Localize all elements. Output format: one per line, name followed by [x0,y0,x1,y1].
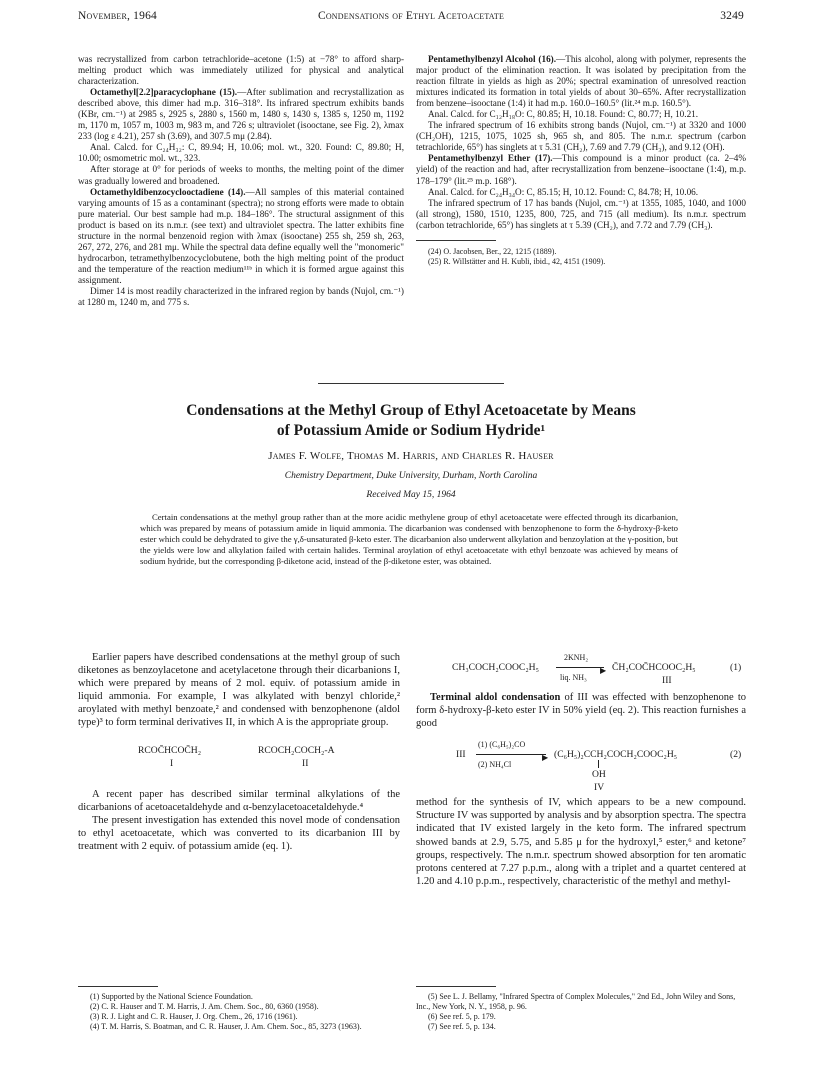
analysis-paragraph: Anal. Calcd. for C₂₄H₃₂: C, 89.94; H, 10.06; mol. wt., 320. Found: C, 89.80; H, 10.00; osmometric mol. wt., 323. [78,142,404,164]
page-number: 3249 [720,10,744,22]
paragraph: Earlier papers have described condensations at the methyl group of such diketones as benzoylacetone and acetylacetone through their dicarbanions I, which were prepared by means of 2 mol. equiv. of potassium amide in liquid ammonia. For example, I was alkylated with benzyl chloride,² aroylated with methyl benzoate,² and condensed with benzophenone (aldol type)³ to form terminal derivatives II, in which A is the appropriate group. [78,652,400,729]
paragraph [78,87,404,142]
footnote: (7) See ref. 5, p. 134. [428,1022,496,1031]
section-heading: Octamethyldibenzocyclooctadiene (14). [90,186,246,197]
eq1-number: (1) [730,662,742,673]
footnotes-left [78,992,400,1032]
body-left-column [78,651,400,853]
footnote-rule [78,986,158,987]
paragraph-text: —After sublimation and recrystallization as described above, this dimer had m.p. 316–318°. Its infrared spectrum exhibits bands (KBr, cm.⁻¹) at 2985 s, 2925 s, 2880 s, 1560 m, 1480 s, 1430 s, 1385 s, 1250 m, 1192 m, 1170 m, 1057 m, 1003 m, 983 m, and 726 s; ultraviolet (isooctane, see Fig. 2), λmax 233 (log ε 4.21), 257 sh (3.69), and 307.5 mμ (2.84). [78,87,404,142]
structure-I-label: I [170,757,174,769]
title-line: Condensations at the Methyl Group of Ethyl Acetoacetate by Means [186,402,636,419]
received-date: Received May 15, 1964 [366,490,456,500]
eq1-reagent: 2KNH₂ [564,653,589,662]
eq1-product: C̄H₂COC̄HCOOC₂H₅ [612,662,696,673]
eq2-arrow [476,754,546,755]
abstract [140,512,678,567]
section-heading: Pentamethylbenzyl Alcohol (16). [428,54,557,64]
footnote: (2) C. R. Hauser and T. M. Harris, J. Am. Chem. Soc., 80, 6360 (1958). [90,1002,319,1011]
arrow-head-icon: ▶ [600,666,607,675]
body-right-column [416,651,746,888]
eq2-reactant: III [456,749,466,761]
structures-I-II [78,730,400,788]
section-heading: Terminal aldol condensation [430,692,561,703]
prev-article-left-column [78,54,404,308]
paragraph [78,187,404,286]
paragraph: The infrared spectrum of 17 has bands (Nujol, cm.⁻¹) at 1355, 1085, 1040, and 1000 (all strong), 1580, 1510, 1235, 800, 725, and 715 (all medium). Its n.m.r. spectrum (carbon tetrachloride, 65°) has singlets at τ 5.39 (CH₂), and 7.72 and 7.79 (CH₃). [416,197,746,230]
arrow-head-icon: ▶ [542,753,549,763]
footnote: (6) See ref. 5, p. 179. [428,1012,496,1021]
section-heading: Pentamethylbenzyl Ether (17). [428,153,553,164]
analysis-paragraph: Anal. Calcd. for C₂₄H₃₄O: C, 85.15; H, 10.12. Found: C, 84.78; H, 10.06. [428,186,699,197]
equation-1 [416,651,746,691]
footnote: (1) Supported by the National Science Foundation. [90,992,253,1001]
structure-II-label: II [302,757,309,769]
equation-2 [416,730,746,796]
eq2-number: (2) [730,749,742,761]
header-date: November, 1964 [78,10,157,22]
paragraph: A recent paper has described similar terminal alkylations of the dicarbanions of acetoacetaldehyde and α-benzylacetoacetaldehyde.⁴ [78,788,400,813]
paragraph-text: —All samples of this material contained varying amounts of 15 as a contaminant (spectra); no strong efforts were made to obtain pure material. Our best sample had m.p. 184–186°. The structural assignment of this product is based on its n.m.r. (see text) and ultraviolet spectra. The latter exhibits fine structure in the normal benzenoid region with λmax (isooctane) 255 sh, 259 sh, 263, 267, 272, 276, and 281 mμ. While the spectral data define equally well the "monomeric" hydrocarbon, tetramethylbenzocyclobutene, both the high melting point of the product and the temperature of the reaction medium¹¹ᵇ in which it is formed argue against this assignment. [78,186,404,285]
running-header [78,10,744,24]
paragraph: Dimer 14 is most readily characterized in the infrared region by bands (Nujol, cm.⁻¹) at 1280 m, 1240 m, and 775 s. [78,285,404,308]
eq2-reagent-2: (2) NH₄Cl [478,760,512,770]
eq1-arrow [556,667,604,668]
section-heading: Octamethyl[2.2]paracyclophane (15). [90,87,238,98]
eq1-product-label: III [662,675,672,686]
article-separator [318,383,504,384]
affiliation: Chemistry Department, Duke University, Durham, North Carolina [284,471,538,481]
prev-article-right-column [416,54,746,267]
paragraph: After storage at 0° for periods of weeks to months, the melting point of the dimer was gradually lowered and broadened. [78,164,404,186]
footnote-rule [416,240,496,241]
eq2-reagent-1: (1) (C₆H₅)₂CO [478,740,526,750]
footnote: (3) R. J. Light and C. R. Hauser, J. Org. Chem., 26, 1716 (1961). [90,1012,298,1021]
structure-I: RCOC̄HCOC̄H₂ [138,744,202,756]
authors: James F. Wolfe, Thomas M. Harris, and Charles R. Hauser [268,450,554,462]
paragraph-text: —This alcohol, along with polymer, represents the major product of the elimination reaction. It was isolated by precipitation from the reaction filtrate in yields as high as 20%; spectral examination of unresolved reaction mixtures indicated its formation in total yields of about 30–65%. After recrystallization from benzene–isooctane (1:4) it had m.p. 160.0–160.5° (lit.²⁴ m.p. 160.5°). [416,54,747,109]
paragraph-text: —This compound is a minor product (ca. 2–4% yield) of the reaction and had, after recrystallization from benzene–isooctane (1:4), m.p. 178–179° (lit.²⁵ m.p. 168°). [416,153,746,186]
header-title: Condensations of Ethyl Acetoacetate [317,10,505,22]
paragraph: method for the synthesis of IV, which appears to be a new compound. Structure IV was supported by analysis and by absorption spectra. The spectra indicated that IV existed largely in the keto form. The infrared spectrum showed bands at 2.9, 5.75, and 5.85 μ for the hydroxyl,⁵ ester,⁶ and ketone⁷ groups, respectively. The n.m.r. spectrum showed absorption for ten aromatic protons centered at 7.27 p.p.m., along with a triplet and a quartet centered at 1.20 and 4.10 p.p.m., respectively, characteristic of the methyl and methyl- [416,797,746,887]
footnote: (24) O. Jacobsen, Ber., 22, 1215 (1889). [428,246,557,256]
eq2-product: (C₆H₅)₂CCH₂COCH₂COOC₂H₅ [554,749,678,761]
paragraph: was recrystallized from carbon tetrachloride–acetone (1:5) at −78° to afford sharp-melting product which was immediately utilized for physical and analytical characterization. [78,54,404,87]
structure-II: RCOCH₂COCH₂-A [258,744,335,756]
footnotes-right [416,992,746,1032]
paragraph [416,691,746,730]
eq2-hydroxyl: OH [592,769,606,781]
abstract-text: Certain condensations at the methyl group rather than at the more acidic methylene group of ethyl acetoacetate were effected through its dicarbanion, which was prepared by means of potassium amide in liquid ammonia. The dicarbanion was condensed with benzophenone to form the δ-hydroxy-β-keto ester which could be dehydrated to give the γ,δ-unsaturated β-keto ester. The dicarbanion also underwent alkylation and benzoylation at the γ-position, but the yields were low and alkylation failed with certain halides. Terminal aroylation of ethyl acetoacetate with ethyl benzoate was achieved by means of sodium hydride, but the corresponding β-diketone acid, instead of the β-diketone ester, was obtained. [140,512,678,566]
paragraph-text: of III was effected with benzophenone to form δ-hydroxy-β-keto ester IV in 50% yield (eq. 2). This reaction furnishes a good [416,692,746,730]
title-line: of Potassium Amide or Sodium Hydride¹ [276,422,546,439]
footnote-rule [416,986,496,987]
footnotes [416,247,746,267]
eq1-solvent: liq. NH₃ [560,673,587,682]
paragraph: The present investigation has extended this novel mode of condensation to ethyl acetoacetate, which was converted to its dicarbanion III by treatment with 2 equiv. of potassium amide (eq. 1). [78,814,400,852]
article-title [78,401,744,441]
footnote: (5) See L. J. Bellamy, "Infrared Spectra of Complex Molecules," 2nd Ed., John Wiley and Sons, Inc., New York, N. Y., 1958, p. 96. [416,992,736,1011]
analysis-paragraph: Anal. Calcd. for C₁₂H₁₈O: C, 80.85; H, 10.18. Found: C, 80.77; H, 10.21. [428,109,699,120]
paragraph: The infrared spectrum of 16 exhibits strong bands (Nujol, cm.⁻¹) at 3320 and 1000 (CH₂OH), 1215, 1075, 1025 sh, 965 sh, and 805. The n.m.r. spectrum (carbon tetrachloride, 65°) has singlets at τ 5.31 (CH₂), 7.69 and 7.79 (CH₃), and 9.12 (OH). [416,120,746,153]
footnote: (4) T. M. Harris, S. Boatman, and C. R. Hauser, J. Am. Chem. Soc., 85, 3273 (1963). [90,1022,362,1031]
eq1-reactant: CH₃COCH₂COOC₂H₅ [452,662,539,673]
eq2-product-label: IV [594,782,605,794]
paragraph [416,54,746,109]
eq2-bond [598,760,599,768]
footnote: (25) R. Willstätter and H. Kubli, ibid., 42, 4151 (1909). [428,256,606,266]
paragraph [416,153,746,186]
